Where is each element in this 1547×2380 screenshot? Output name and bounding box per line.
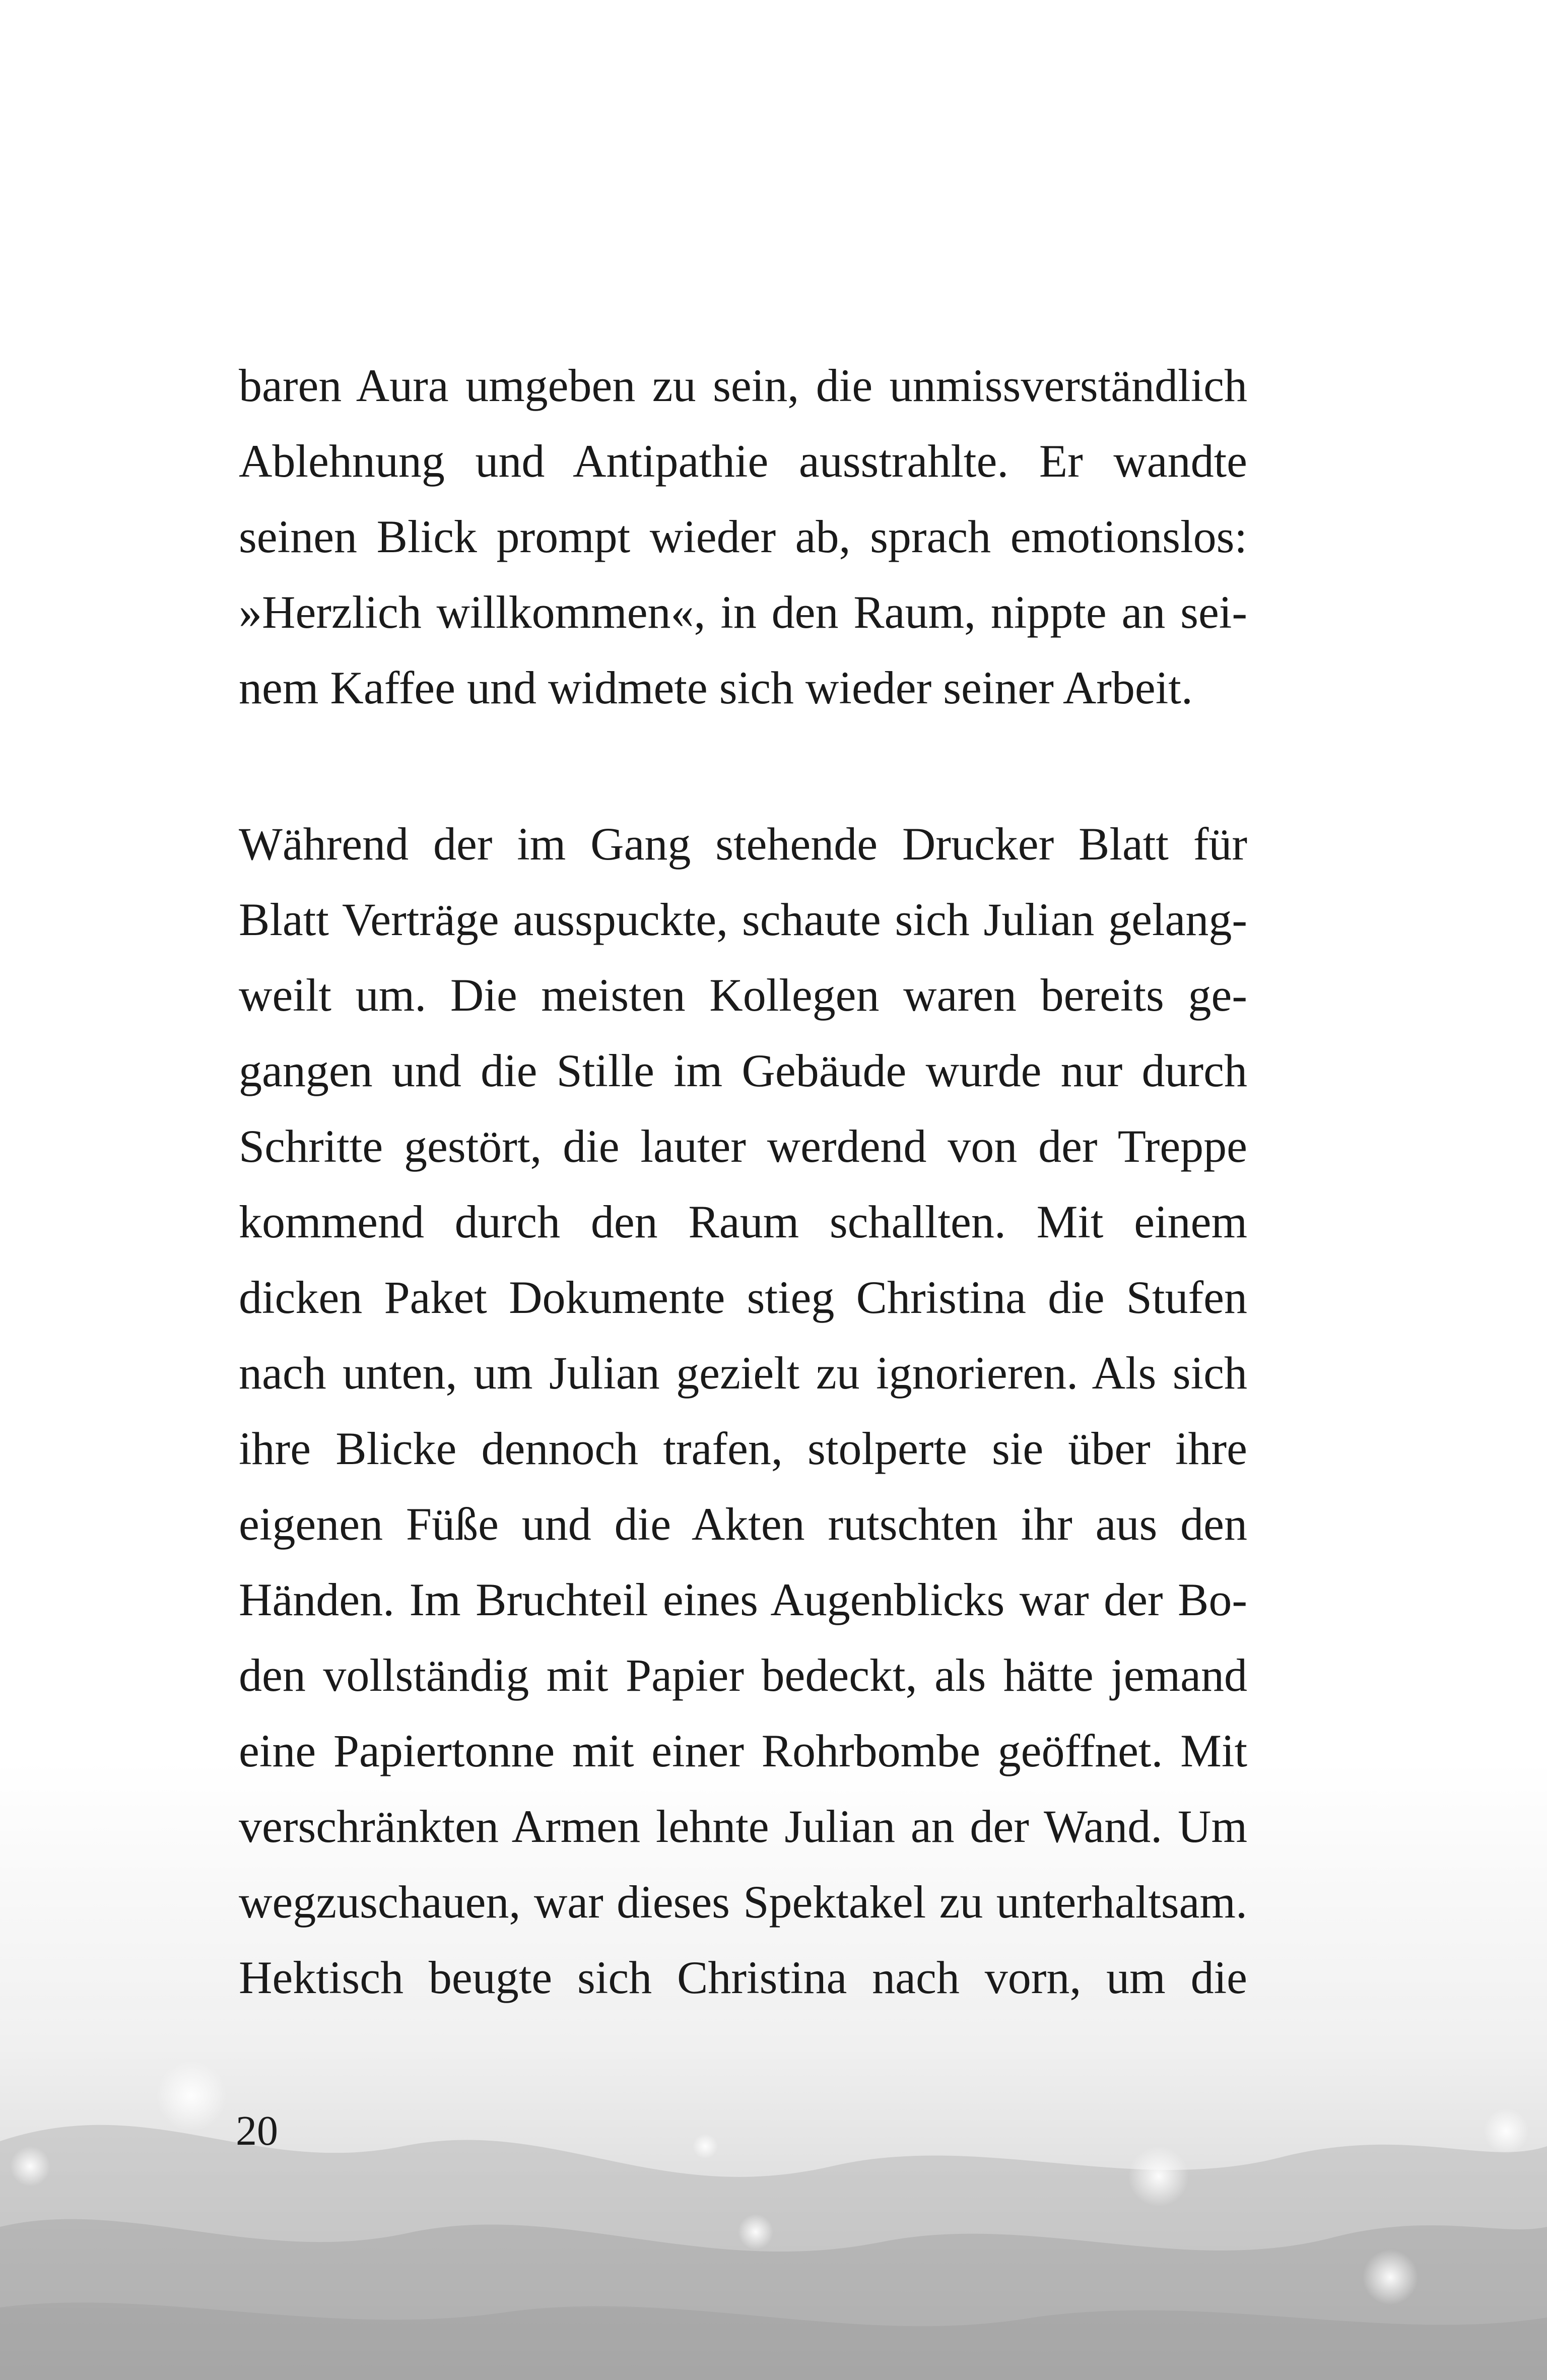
text-line: den vollständig mit Papier bedeckt, als hätte jemand <box>239 1649 1247 1701</box>
text-line: Ablehnung und Antipathie ausstrahlte. Er wandte <box>239 435 1247 487</box>
text-line: Während der im Gang stehende Drucker Blatt für <box>239 818 1247 870</box>
text-line: »Herzlich willkommen«, in den Raum, nippte an sei- <box>239 586 1247 638</box>
text-line: nem Kaffee und widmete sich wieder seiner Arbeit. <box>239 662 1193 713</box>
text-line: nach unten, um Julian gezielt zu ignorieren. Als sich <box>239 1347 1247 1399</box>
page-number: 20 <box>236 2107 278 2154</box>
text-line: baren Aura umgeben zu sein, die unmissverständlich <box>239 360 1247 411</box>
text-line: Blatt Verträge ausspuckte, schaute sich Julian gelang- <box>239 894 1247 945</box>
text-line: gangen und die Stille im Gebäude wurde nur durch <box>239 1045 1247 1096</box>
text-line: verschränkten Armen lehnte Julian an der Wand. Um <box>239 1801 1247 1852</box>
text-line: eigenen Füße und die Akten rutschten ihr aus den <box>239 1498 1247 1550</box>
paragraph-2 <box>239 806 1247 2015</box>
text-line: dicken Paket Dokumente stieg Christina die Stufen <box>239 1272 1247 1323</box>
text-line: wegzuschauen, war dieses Spektakel zu unterhaltsam. <box>239 1876 1247 1928</box>
text-line: ihre Blicke dennoch trafen, stolperte sie über ihre <box>239 1423 1247 1474</box>
text-line: Hektisch beugte sich Christina nach vorn, um die <box>239 1952 1247 2003</box>
text-line: Schritte gestört, die lauter werdend von der Treppe <box>239 1120 1247 1172</box>
paragraph-1 <box>239 348 1247 725</box>
text-line: kommend durch den Raum schallten. Mit einem <box>239 1196 1247 1247</box>
text-line: seinen Blick prompt wieder ab, sprach emotionslos: <box>239 511 1247 562</box>
text-line: Händen. Im Bruchteil eines Augenblicks war der Bo- <box>239 1574 1247 1625</box>
text-line: weilt um. Die meisten Kollegen waren bereits ge- <box>239 969 1247 1021</box>
text-line: eine Papiertonne mit einer Rohrbombe geöffnet. Mit <box>239 1725 1247 1776</box>
